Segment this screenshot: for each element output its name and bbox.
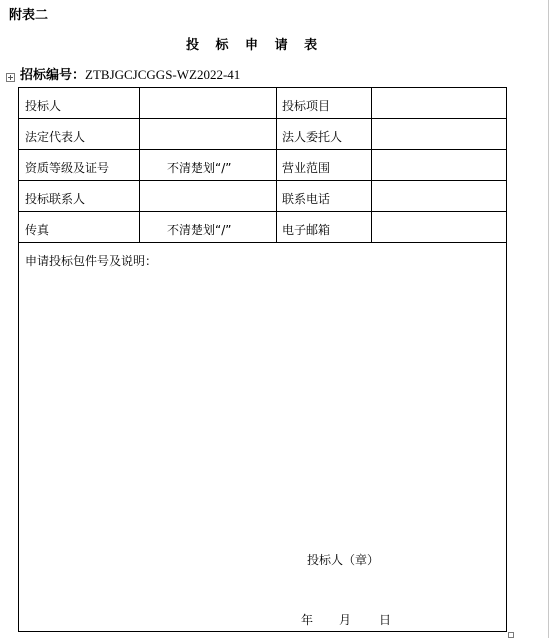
- field-value[interactable]: [140, 88, 277, 118]
- field-value[interactable]: [372, 88, 506, 118]
- bidder-seal-label: 投标人（章）: [307, 553, 380, 567]
- page-title: 投 标 申 请 表: [186, 38, 324, 53]
- field-value[interactable]: [372, 181, 506, 211]
- field-label: 资质等级及证号: [19, 150, 140, 180]
- table-resize-handle-icon[interactable]: [508, 632, 514, 638]
- field-value[interactable]: [140, 181, 277, 211]
- table-row: [19, 212, 506, 243]
- field-label: 投标项目: [277, 88, 372, 118]
- field-value[interactable]: [140, 119, 277, 149]
- field-label: 法定代表人: [19, 119, 140, 149]
- table-row: [19, 88, 506, 119]
- remarks-label: 申请投标包件号及说明：: [25, 254, 158, 268]
- field-label: 联系电话: [277, 181, 372, 211]
- tender-number-line: [20, 66, 240, 85]
- field-value[interactable]: [372, 119, 506, 149]
- date-year-label: 年: [301, 613, 314, 627]
- page-edge-line: [548, 0, 549, 638]
- field-value[interactable]: [372, 212, 506, 242]
- application-form-table: [18, 87, 507, 632]
- tender-number-value: ZTBJGCJCGGS-WZ2022-41: [85, 67, 241, 82]
- field-value[interactable]: 不清楚划“/”: [140, 212, 277, 242]
- table-row: [19, 181, 506, 212]
- field-value[interactable]: 不清楚划“/”: [140, 150, 277, 180]
- tender-number-label: 招标编号：: [20, 68, 86, 83]
- field-label: 传真: [19, 212, 140, 242]
- field-label: 法人委托人: [277, 119, 372, 149]
- field-label: 电子邮箱: [277, 212, 372, 242]
- date-month-label: 月: [339, 613, 352, 627]
- field-label: 投标联系人: [19, 181, 140, 211]
- table-row: [19, 150, 506, 181]
- table-row: [19, 119, 506, 150]
- date-day-label: 日: [379, 613, 392, 627]
- field-label: 投标人: [19, 88, 140, 118]
- appendix-label: 附表二: [9, 8, 49, 23]
- table-move-handle-icon[interactable]: [6, 73, 15, 82]
- field-value[interactable]: [372, 150, 506, 180]
- field-label: 营业范围: [277, 150, 372, 180]
